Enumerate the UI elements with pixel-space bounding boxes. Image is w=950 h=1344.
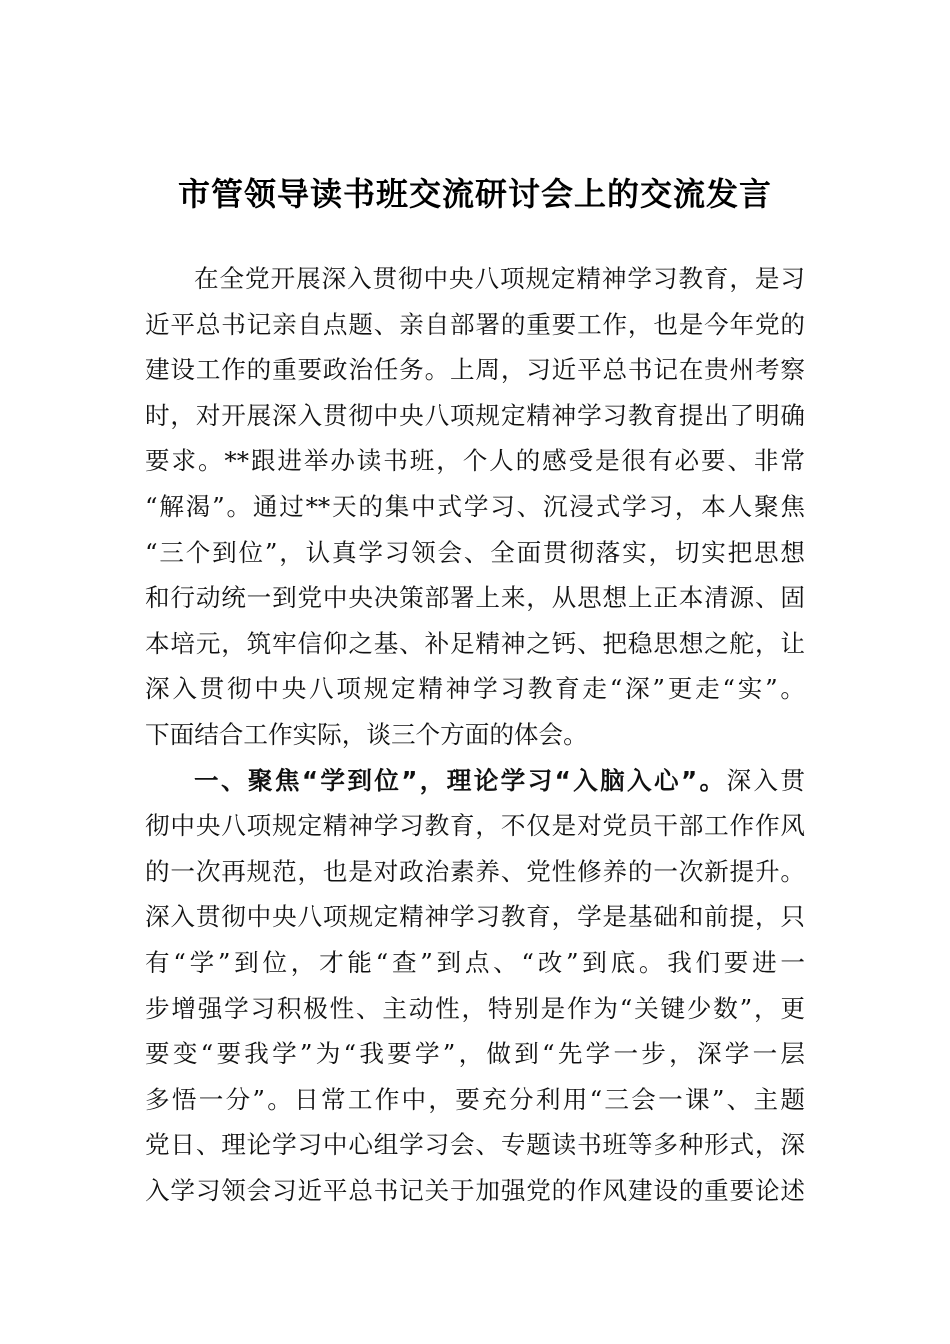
text-line: 的一次再规范，也是对政治素养、党性修养的一次新提升。 (145, 856, 805, 886)
text-line: “三个到位”，认真学习领会、全面贯彻落实，切实把思想 (145, 537, 805, 567)
text-line: 彻中央八项规定精神学习教育，不仅是对党员干部工作作风 (145, 811, 805, 841)
text-line: 深入贯彻中央八项规定精神学习教育，学是基础和前提，只 (145, 902, 805, 932)
section-first-line-text: 深入贯 (726, 765, 805, 795)
paragraph-intro (145, 256, 805, 758)
paragraph-section-1 (145, 758, 805, 1214)
text-line: 入学习领会习近平总书记关于加强党的作风建设的重要论述 (145, 1175, 805, 1205)
text-line: 和行动统一到党中央决策部署上来，从思想上正本清源、固 (145, 583, 805, 613)
text-line: 在全党开展深入贯彻中央八项规定精神学习教育，是习 (194, 264, 805, 293)
document-title: 市管领导读书班交流研讨会上的交流发言 (177, 175, 772, 213)
text-line: 要变“要我学”为“我要学”，做到“先学一步，深学一层 (145, 1039, 805, 1069)
text-line: 多悟一分”。日常工作中，要充分利用“三会一课”、主题 (145, 1084, 805, 1114)
section-first-line (145, 758, 805, 804)
text-line: 近平总书记亲自点题、亲自部署的重要工作，也是今年党的 (145, 309, 805, 339)
document-body (145, 256, 805, 1213)
text-line: 下面结合工作实际，谈三个方面的体会。 (145, 719, 588, 749)
text-line: 建设工作的重要政治任务。上周，习近平总书记在贵州考察 (145, 355, 805, 385)
text-line: 本培元，筑牢信仰之基、补足精神之钙、把稳思想之舵，让 (145, 628, 805, 658)
text-line: 党日、理论学习中心组学习会、专题读书班等多种形式，深 (145, 1130, 805, 1160)
text-line: 深入贯彻中央八项规定精神学习教育走“深”更走“实”。 (145, 674, 805, 704)
section-heading: 一、聚焦“学到位”，理论学习“入脑入心”。 (194, 765, 727, 795)
text-line: 要求。**跟进举办读书班，个人的感受是很有必要、非常 (145, 446, 805, 476)
text-line: “解渴”。通过**天的集中式学习、沉浸式学习，本人聚焦 (145, 491, 805, 521)
text-line: 时，对开展深入贯彻中央八项规定精神学习教育提出了明确 (145, 400, 805, 430)
text-line: 有“学”到位，才能“查”到点、“改”到底。我们要进一 (145, 947, 805, 977)
text-line: 步增强学习积极性、主动性，特别是作为“关键少数”，更 (145, 993, 805, 1023)
